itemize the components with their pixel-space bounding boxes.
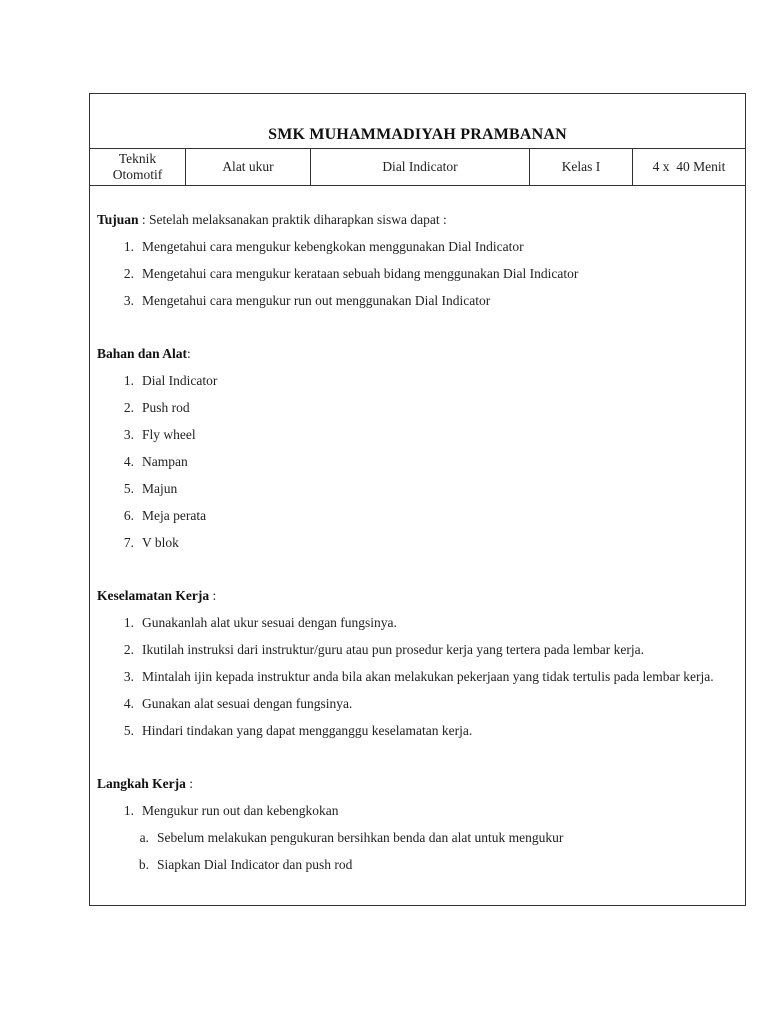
langkah-heading-line: Langkah Kerja : [97, 776, 194, 791]
worksheet-content [90, 186, 745, 878]
duration-text: 4 x 40 Menit [652, 159, 726, 174]
topic-text: Dial Indicator [382, 159, 458, 174]
list-item: 3. Fly wheel [123, 427, 196, 442]
list-item: 3. Mengetahui cara mengukur run out menggunakan Dial Indicator [123, 293, 491, 308]
langkah-list [97, 797, 739, 824]
school-title: SMK MUHAMMADIYAH PRAMBANAN [268, 126, 567, 143]
list-item: 4. Nampan [123, 454, 188, 469]
tujuan-heading-line [97, 206, 739, 233]
duration-cell [633, 149, 745, 185]
title-row [90, 94, 745, 149]
tujuan-list [97, 233, 739, 314]
worksheet-frame [89, 93, 746, 906]
tujuan-intro: : Setelah melaksanakan praktik diharapkan siswa dapat : [138, 212, 447, 227]
topic-cell [311, 149, 530, 185]
list-item: 5. Majun [123, 481, 178, 496]
bahan-heading-line: Bahan dan Alat: [97, 346, 191, 361]
department-cell [90, 149, 186, 185]
list-item: 2. Ikutilah instruksi dari instruktur/guru atau pun prosedur kerja yang tertera pada lembar kerja. [123, 642, 644, 657]
list-item: 5. Hindari tindakan yang dapat mengganggu keselamatan kerja. [123, 723, 473, 738]
info-row [90, 149, 745, 186]
list-item: 7. V blok [123, 535, 179, 550]
langkah-sublist [97, 824, 739, 878]
class-text: Kelas I [561, 159, 601, 174]
list-item: 2. Push rod [123, 400, 190, 415]
list-item: 4. Gunakan alat sesuai dengan fungsinya. [123, 696, 353, 711]
keselamatan-heading-line: Keselamatan Kerja : [97, 588, 217, 603]
keselamatan-heading: Keselamatan Kerja [97, 588, 210, 603]
list-item: 2. Mengetahui cara mengukur kerataan sebuah bidang menggunakan Dial Indicator [123, 266, 579, 281]
bahan-heading: Bahan dan Alat [97, 346, 188, 361]
bahan-list [97, 367, 739, 556]
subject-cell [186, 149, 311, 185]
list-item: 1. Gunakanlah alat ukur sesuai dengan fungsinya. [123, 615, 397, 630]
list-item: 1. Mengetahui cara mengukur kebengkokan menggunakan Dial Indicator [123, 239, 524, 254]
langkah-heading: Langkah Kerja [97, 776, 186, 791]
tujuan-heading: Tujuan [97, 212, 139, 227]
keselamatan-list [97, 609, 739, 744]
class-cell [530, 149, 633, 185]
list-item: b. Siapkan Dial Indicator dan push rod [138, 857, 353, 872]
list-item: a. Sebelum melakukan pengukuran bersihkan benda dan alat untuk mengukur [139, 830, 564, 845]
list-item: 3. Mintalah ijin kepada instruktur anda bila akan melakukan pekerjaan yang tidak tertulis pada lembar kerja. [123, 669, 714, 684]
list-item: 1. Mengukur run out dan kebengkokan [123, 803, 339, 818]
department-text: Teknik Otomotif [112, 151, 163, 182]
subject-text: Alat ukur [222, 159, 274, 174]
list-item: 1. Dial Indicator [123, 373, 218, 388]
list-item: 6. Meja perata [123, 508, 207, 523]
